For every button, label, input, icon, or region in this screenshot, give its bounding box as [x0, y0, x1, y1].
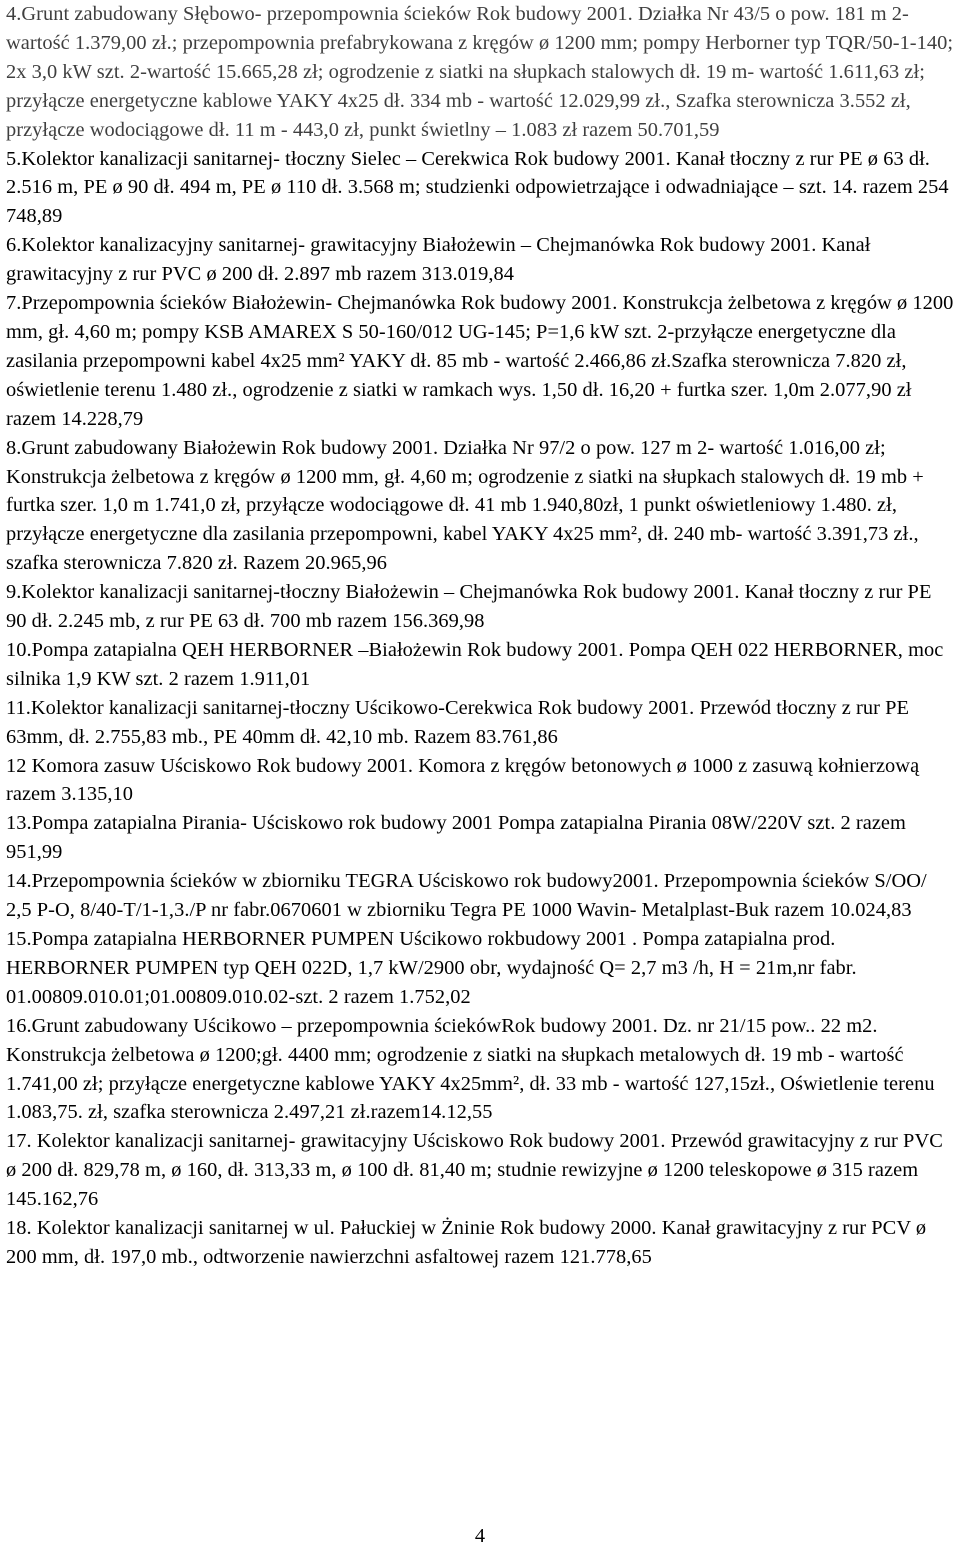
entry-12: 12 Komora zasuw Uściskowo Rok budowy 2001. Komora z kręgów betonowych ø 1000 z zasuwą kołnierzową razem 3.135,10 — [6, 754, 920, 806]
entry-4: 4.Grunt zabudowany Słębowo- przepompownia ścieków Rok budowy 2001. Działka Nr 43/5 o pow. 181 m 2- wartość 1.379,00 zł.; przepompownia prefabrykowana z kręgów ø 1200 mm; pompy Herborner typ TQR/50-1-140; 2x 3,0 kW szt. 2-wartość 15.665,28 zł; ogrodzenie z siatki na słupkach stalowych dł. 19 m- wartość 1.611,63 zł; przyłącze energetyczne kablowe YAKY 4x25 dł. 334 mb - wartość 12.029,99 zł., Szafka sterownicza 3.552 zł, przyłącze wodociągowe dł. 11 m - 443,0 zł, punkt świetlny – 1.083 zł razem 50.701,59 — [6, 3, 954, 141]
page-number: 4 — [474, 1525, 486, 1547]
entry-16: 16.Grunt zabudowany Uścikowo – przepompownia ściekówRok budowy 2001. Dz. nr 21/15 pow.. 22 m2. Konstrukcja żelbetowa ø 1200;gł. 4400 mm; ogrodzenie z siatki na słupkach metalowych dł. 19 mb - wartość 1.741,00 zł; przyłącze energetyczne kablowe YAKY 4x25mm², dł. 33 mb - wartość 127,15zł., Oświetlenie terenu 1.083,75. zł, szafka sterownicza 2.497,21 zł.razem14.12,55 — [6, 1014, 935, 1124]
entry-9: 9.Kolektor kanalizacji sanitarnej-tłoczny Białożewin – Chejmanówka Rok budowy 2001. Kanał tłoczny z rur PE 90 dł. 2.245 mb, z rur PE 63 dł. 700 mb razem 156.369,98 — [6, 581, 932, 633]
entry-13: 13.Pompa zatapialna Pirania- Uściskowo rok budowy 2001 Pompa zatapialna Pirania 08W/220V szt. 2 razem 951,99 — [6, 812, 906, 864]
entry-10: 10.Pompa zatapialna QEH HERBORNER –Białożewin Rok budowy 2001. Pompa QEH 022 HERBORNER, moc silnika 1,9 KW szt. 2 razem 1.911,01 — [6, 638, 944, 690]
entry-5: 5.Kolektor kanalizacji sanitarnej- tłoczny Sielec – Cerekwica Rok budowy 2001. Kanał tłoczny z rur PE ø 63 dł. 2.516 m, PE ø 90 dł. 494 m, PE ø 110 dł. 3.568 m; studzienki odpowietrzające i odwadniające – szt. 14. razem 254 748,89 — [6, 147, 949, 228]
entry-8: 8.Grunt zabudowany Białożewin Rok budowy 2001. Działka Nr 97/2 o pow. 127 m 2- wartość 1.016,00 zł; Konstrukcja żelbetowa z kręgów ø 1200 mm, gł. 4,60 m; ogrodzenie z siatki na słupkach stalowych dł. 19 mb + furtka szer. 1,0 m 1.741,0 zł, przyłącze wodociągowe dł. 41 mb 1.940,80zł, 1 punkt oświetleniowy 1.480. zł, przyłącze energetyczne dla zasilania przepompowni, kabel YAKY 4x25 mm², dł. 240 mb- wartość 3.391,73 zł., szafka sterownicza 7.820 zł. Razem 20.965,96 — [6, 436, 924, 575]
entry-14: 14.Przepompownia ścieków w zbiorniku TEGRA Uściskowo rok budowy2001. Przepompownia ścieków S/OO/ 2,5 P-O, 8/40-T/1-1,3./P nr fabr.0670601 w zbiorniku Tegra PE 1000 Wavin- Metalplast-Buk razem 10.024,83 — [6, 870, 927, 922]
entry-18: 18. Kolektor kanalizacji sanitarnej w ul. Pałuckiej w Żninie Rok budowy 2000. Kanał grawitacyjny z rur PCV ø 200 mm, dł. 197,0 mb., odtworzenie nawierzchni asfaltowej razem 121.778,65 — [6, 1217, 927, 1268]
entry-6: 6.Kolektor kanalizacyjny sanitarnej- grawitacyjny Białożewin – Chejmanówka Rok budowy 2001. Kanał grawitacyjny z rur PVC ø 200 dł. 2.897 mb razem 313.019,84 — [6, 234, 871, 286]
entry-7: 7.Przepompownia ścieków Białożewin- Chejmanówka Rok budowy 2001. Konstrukcja żelbetowa z kręgów ø 1200 mm, gł. 4,60 m; pompy KSB AMAREX S 50-160/012 UG-145; P=1,6 kW szt. 2-przyłącze energetyczne dla zasilania przepompowni kabel 4x25 mm² YAKY dł. 85 mb - wartość 2.466,86 zł.Szafka sterownicza 7.820 zł, oświetlenie terenu 1.480 zł., ogrodzenie z siatki w ramkach wys. 1,50 dł. 16,20 + furtka szer. 1,0m 2.077,90 zł razem 14.228,79 — [6, 292, 954, 430]
entry-17: 17. Kolektor kanalizacji sanitarnej- grawitacyjny Uściskowo Rok budowy 2001. Przewód grawitacyjny z rur PVC ø 200 dł. 829,78 m, ø 160, dł. 313,33 m, ø 100 dł. 81,40 m; studnie rewizyjne ø 1200 teleskopowe ø 315 razem 145.162,76 — [6, 1130, 943, 1211]
entry-11: 11.Kolektor kanalizacji sanitarnej-tłoczny Uścikowo-Cerekwica Rok budowy 2001. Przewód tłoczny z rur PE 63mm, dł. 2.755,83 mb., PE 40mm dł. 42,10 mb. Razem 83.761,86 — [6, 696, 910, 748]
document-page — [6, 0, 956, 1272]
entry-15: 15.Pompa zatapialna HERBORNER PUMPEN Uścikowo rokbudowy 2001 . Pompa zatapialna prod. HERBORNER PUMPEN typ QEH 022D, 1,7 kW/2900 obr, wydajność Q= 2,7 m3 /h, H = 21m,nr fabr. 01.00809.010.01;01.00809.010.02-szt. 2 razem 1.752,02 — [6, 928, 857, 1008]
